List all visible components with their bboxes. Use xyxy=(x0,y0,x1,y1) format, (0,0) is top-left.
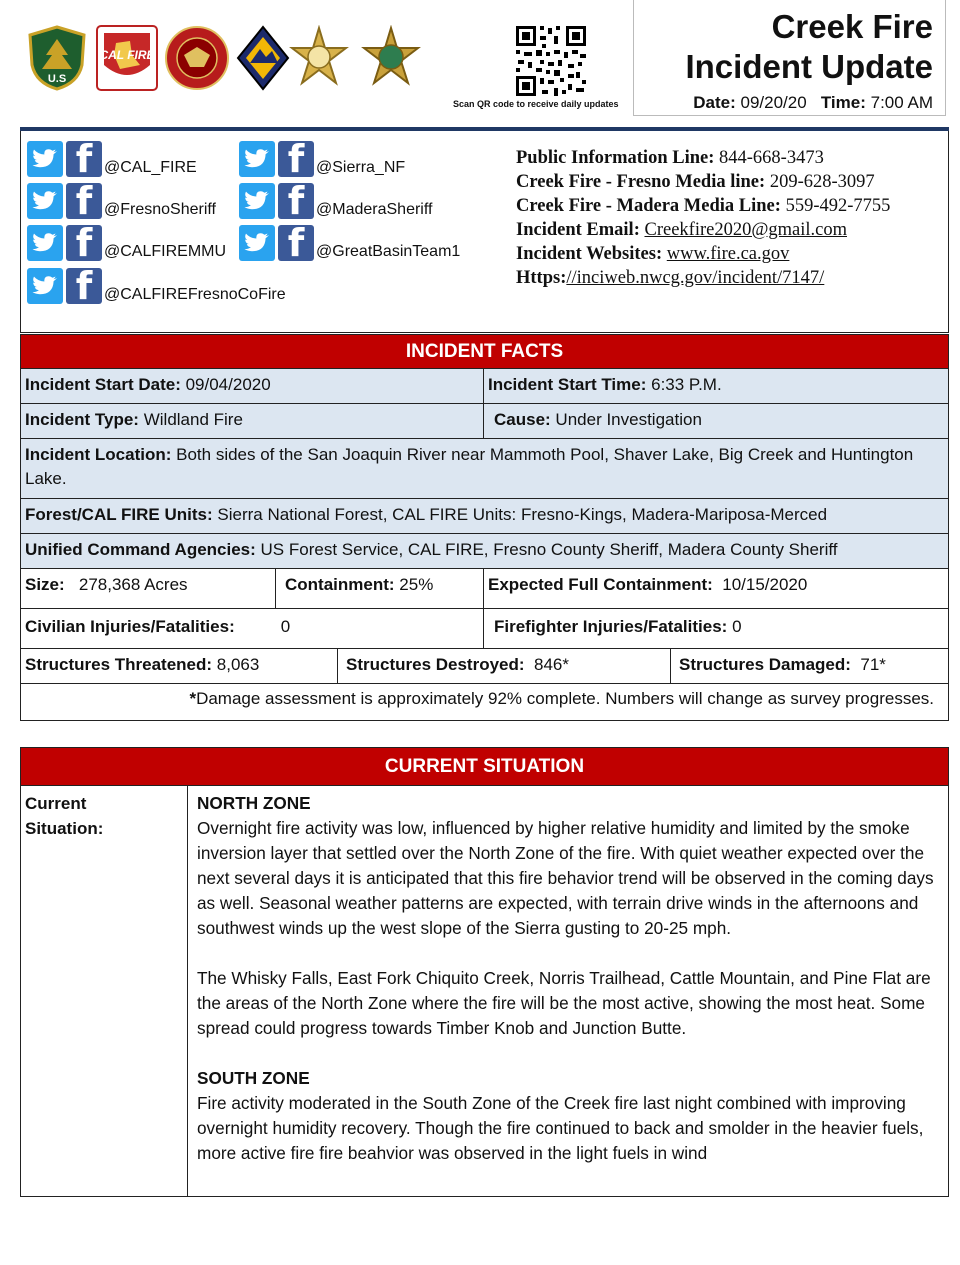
page-title-line2: Incident Update xyxy=(685,48,933,85)
situation-label-line1: Current xyxy=(25,794,87,813)
social-row-fresno-sheriff[interactable] xyxy=(27,179,216,219)
email-label: Incident Email: xyxy=(516,220,640,240)
twitter-icon[interactable] xyxy=(27,141,63,177)
twitter-icon[interactable] xyxy=(27,268,63,304)
start-date-cell xyxy=(20,368,484,404)
location-label: Incident Location: xyxy=(25,445,172,464)
facebook-icon[interactable]: f xyxy=(66,141,102,177)
incident-type-label: Incident Type: xyxy=(25,410,139,429)
facebook-icon[interactable]: f xyxy=(66,183,102,219)
social-handle[interactable]: @FresnoSheriff xyxy=(104,201,216,218)
cause-label: Cause: xyxy=(494,410,551,429)
cause-value: Under Investigation xyxy=(555,410,702,429)
twitter-icon[interactable] xyxy=(239,225,275,261)
inciweb-prefix: Https: xyxy=(516,268,567,288)
south-zone-paragraph-1: Fire activity moderated in the South Zone of the Creek fire last night combined with improving overnight humidity recovery. Though the fire continued to back and smolder in the heavier fuels, more active fire fire beahvior was observed in the light fuels in wind xyxy=(197,1093,924,1163)
north-zone-paragraph-2: The Whisky Falls, East Fork Chiquito Creek, Norris Trailhead, Cattle Mountain, and Pine Flat are the areas of the North Zone where the fire will be the most active, showing the most heat. Some spread could progress towards Timber Knob and Junction Butte. xyxy=(197,968,931,1038)
firefighter-injuries-label: Firefighter Injuries/Fatalities: xyxy=(494,617,728,636)
footnote-text: Damage assessment is approximately 92% complete. Numbers will change as survey progresses. xyxy=(196,689,934,708)
email-row xyxy=(516,218,890,242)
info-line-label: Public Information Line: xyxy=(516,148,715,168)
civilian-injuries-label: Civilian Injuries/Fatalities: xyxy=(25,617,235,636)
facebook-icon[interactable]: f xyxy=(278,225,314,261)
structures-destroyed-cell xyxy=(337,648,671,684)
social-handle[interactable]: @CAL_FIRE xyxy=(104,159,197,176)
social-row-calfire-fresno-co[interactable] xyxy=(27,264,286,304)
containment-label: Containment: xyxy=(285,575,395,594)
us-forest-service-logo xyxy=(24,22,90,94)
contact-box xyxy=(20,131,949,333)
social-row-madera-sheriff[interactable] xyxy=(239,179,432,219)
location-value: Both sides of the San Joaquin River near Mammoth Pool, Shaver Lake, Big Creek and Huntington Lake. xyxy=(25,445,914,488)
facebook-icon[interactable]: f xyxy=(278,183,314,219)
size-value: 278,368 Acres xyxy=(78,575,188,594)
start-date-value: 09/04/2020 xyxy=(185,375,271,394)
expected-containment-value: 10/15/2020 xyxy=(722,575,808,594)
social-row-calfire-mmu[interactable] xyxy=(27,221,226,261)
start-date-label: Incident Start Date: xyxy=(25,375,181,394)
madera-media-label: Creek Fire - Madera Media Line: xyxy=(516,196,781,216)
containment-cell xyxy=(275,568,484,609)
situation-label-line2: Situation: xyxy=(25,819,104,838)
page-title-line1: Creek Fire xyxy=(771,8,933,45)
date-time-row xyxy=(634,93,933,113)
location-cell xyxy=(20,438,949,499)
fresno-media-value[interactable]: 209-628-3097 xyxy=(769,172,875,192)
twitter-icon[interactable] xyxy=(27,225,63,261)
date-value: 09/20/20 xyxy=(740,93,807,112)
expected-containment-cell xyxy=(483,568,949,609)
start-time-value: 6:33 P.M. xyxy=(651,375,722,394)
civilian-injuries-cell xyxy=(20,608,484,649)
website-link-fire-ca[interactable]: www.fire.ca.gov xyxy=(666,244,790,264)
size-cell xyxy=(20,568,276,609)
north-zone-title: NORTH ZONE xyxy=(197,793,311,813)
twitter-icon[interactable] xyxy=(239,141,275,177)
social-handle[interactable]: @Sierra_NF xyxy=(316,159,406,176)
units-value: Sierra National Forest, CAL FIRE Units: Fresno-Kings, Madera-Mariposa-Merced xyxy=(217,505,828,524)
svg-text:CAL FIRE: CAL FIRE xyxy=(99,48,155,62)
contact-info xyxy=(516,146,890,290)
cause-cell xyxy=(483,403,949,439)
size-label: Size: xyxy=(25,575,65,594)
info-line-value[interactable]: 844-668-3473 xyxy=(719,148,824,168)
start-time-cell xyxy=(483,368,949,404)
situation-label-cell xyxy=(20,785,188,1197)
structures-threatened-value: 8,063 xyxy=(216,655,260,674)
facebook-icon[interactable]: f xyxy=(66,268,102,304)
website-link-inciweb[interactable]: //inciweb.nwcg.gov/incident/7147/ xyxy=(566,268,825,288)
incident-type-cell xyxy=(20,403,484,439)
civilian-injuries-value: 0 xyxy=(280,617,291,636)
inciweb-row xyxy=(516,266,890,290)
social-row-cal-fire[interactable] xyxy=(27,137,197,177)
websites-label: Incident Websites: xyxy=(516,244,663,264)
madera-media-row xyxy=(516,194,890,218)
qr-code-icon[interactable] xyxy=(514,24,588,98)
social-handle[interactable]: @GreatBasinTeam1 xyxy=(316,243,461,260)
north-zone-paragraph-1: Overnight fire activity was low, influenced by higher relative humidity and limited by the smoke inversion layer that settled over the North Zone of the fire. With quiet weather expected over the next several days it is anticipated that this fire behavior trend will be observed in the coming days as well. Seasonal weather patterns are expected, with terrain drive winds in the afternoons and southwest winds up the west slope of the Sierra gusting to 20-25 mph. xyxy=(197,818,934,938)
title-box xyxy=(633,0,946,116)
expected-containment-label: Expected Full Containment: xyxy=(488,575,713,594)
social-handle[interactable]: @MaderaSheriff xyxy=(316,201,433,218)
info-line-row xyxy=(516,146,890,170)
time-label: Time: xyxy=(820,93,866,112)
damage-footnote xyxy=(20,683,949,721)
current-situation-header: CURRENT SITUATION xyxy=(20,747,949,786)
incident-type-value: Wildland Fire xyxy=(143,410,243,429)
structures-threatened-label: Structures Threatened: xyxy=(25,655,213,674)
structures-damaged-value: 71* xyxy=(860,655,886,674)
structures-damaged-label: Structures Damaged: xyxy=(679,655,851,674)
south-zone-title: SOUTH ZONE xyxy=(197,1068,310,1088)
qr-caption: Scan QR code to receive daily updates xyxy=(453,99,619,109)
email-link[interactable]: Creekfire2020@gmail.com xyxy=(644,220,847,240)
agencies-label: Unified Command Agencies: xyxy=(25,540,256,559)
social-row-great-basin[interactable] xyxy=(239,221,460,261)
structures-damaged-cell xyxy=(670,648,949,684)
firefighter-injuries-value: 0 xyxy=(732,617,742,636)
fresno-media-row xyxy=(516,170,890,194)
containment-value: 25% xyxy=(399,575,434,594)
time-value: 7:00 AM xyxy=(870,93,933,112)
social-row-sierra-nf[interactable] xyxy=(239,137,405,177)
twitter-icon[interactable] xyxy=(239,183,275,219)
facebook-icon[interactable]: f xyxy=(278,141,314,177)
twitter-icon[interactable] xyxy=(27,183,63,219)
units-label: Forest/CAL FIRE Units: xyxy=(25,505,213,524)
svg-text:U.S: U.S xyxy=(47,73,67,85)
incident-facts-header: INCIDENT FACTS xyxy=(20,334,949,369)
units-cell xyxy=(20,498,949,534)
agencies-cell xyxy=(20,533,949,569)
fresno-sheriff-star-logo xyxy=(286,22,352,94)
situation-body xyxy=(187,785,949,1197)
madera-media-value[interactable]: 559-492-7755 xyxy=(785,196,891,216)
structures-destroyed-value: 846* xyxy=(534,655,569,674)
structures-threatened-cell xyxy=(20,648,338,684)
firefighter-injuries-cell xyxy=(483,608,949,649)
date-label: Date: xyxy=(693,93,736,112)
agencies-value: US Forest Service, CAL FIRE, Fresno County Sheriff, Madera County Sheriff xyxy=(260,540,838,559)
agency-logos xyxy=(24,22,434,98)
footnote-star: * xyxy=(189,689,197,708)
cal-fire-logo xyxy=(94,22,160,94)
social-handle[interactable]: @CALFIREMMU xyxy=(104,243,227,260)
social-handle[interactable]: @CALFIREFresnoCoFire xyxy=(104,286,286,303)
start-time-label: Incident Start Time: xyxy=(488,375,647,394)
madera-sheriff-star-logo xyxy=(358,22,424,94)
facebook-icon[interactable]: f xyxy=(66,225,102,261)
red-seal-logo xyxy=(164,22,230,94)
websites-row xyxy=(516,242,890,266)
fresno-media-label: Creek Fire - Fresno Media line: xyxy=(516,172,766,192)
structures-destroyed-label: Structures Destroyed: xyxy=(346,655,525,674)
